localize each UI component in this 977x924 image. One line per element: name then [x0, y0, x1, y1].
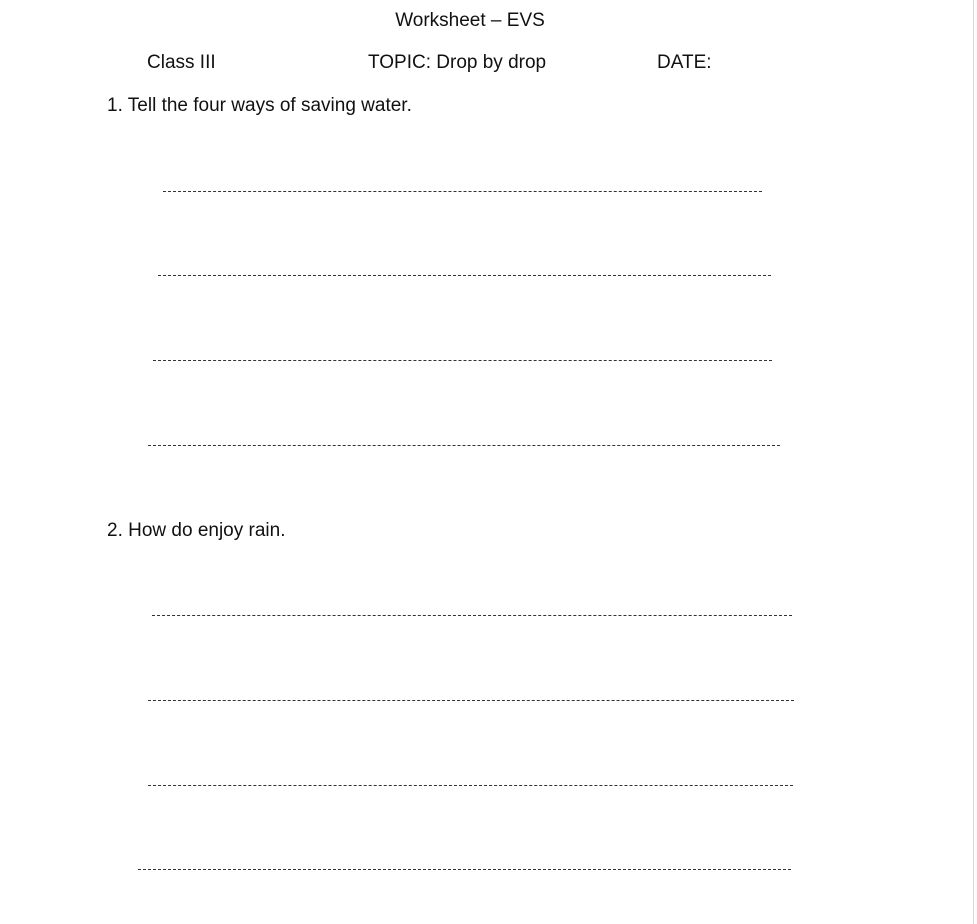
date-label: DATE:: [657, 52, 712, 73]
topic-label: TOPIC: Drop by drop: [368, 52, 547, 73]
answer-line[interactable]: [158, 275, 771, 276]
answer-line[interactable]: [148, 785, 793, 786]
answer-line[interactable]: [152, 615, 792, 616]
question-2: 2. How do enjoy rain.: [107, 520, 286, 541]
answer-line[interactable]: [148, 700, 794, 701]
page-edge-line: [973, 0, 974, 924]
answer-line[interactable]: [148, 445, 780, 446]
worksheet-title: Worksheet – EVS: [395, 10, 545, 31]
answer-line[interactable]: [138, 869, 791, 870]
question-1: 1. Tell the four ways of saving water.: [107, 95, 412, 116]
class-label: Class III: [147, 52, 216, 73]
answer-line[interactable]: [163, 191, 762, 192]
answer-line[interactable]: [153, 360, 772, 361]
